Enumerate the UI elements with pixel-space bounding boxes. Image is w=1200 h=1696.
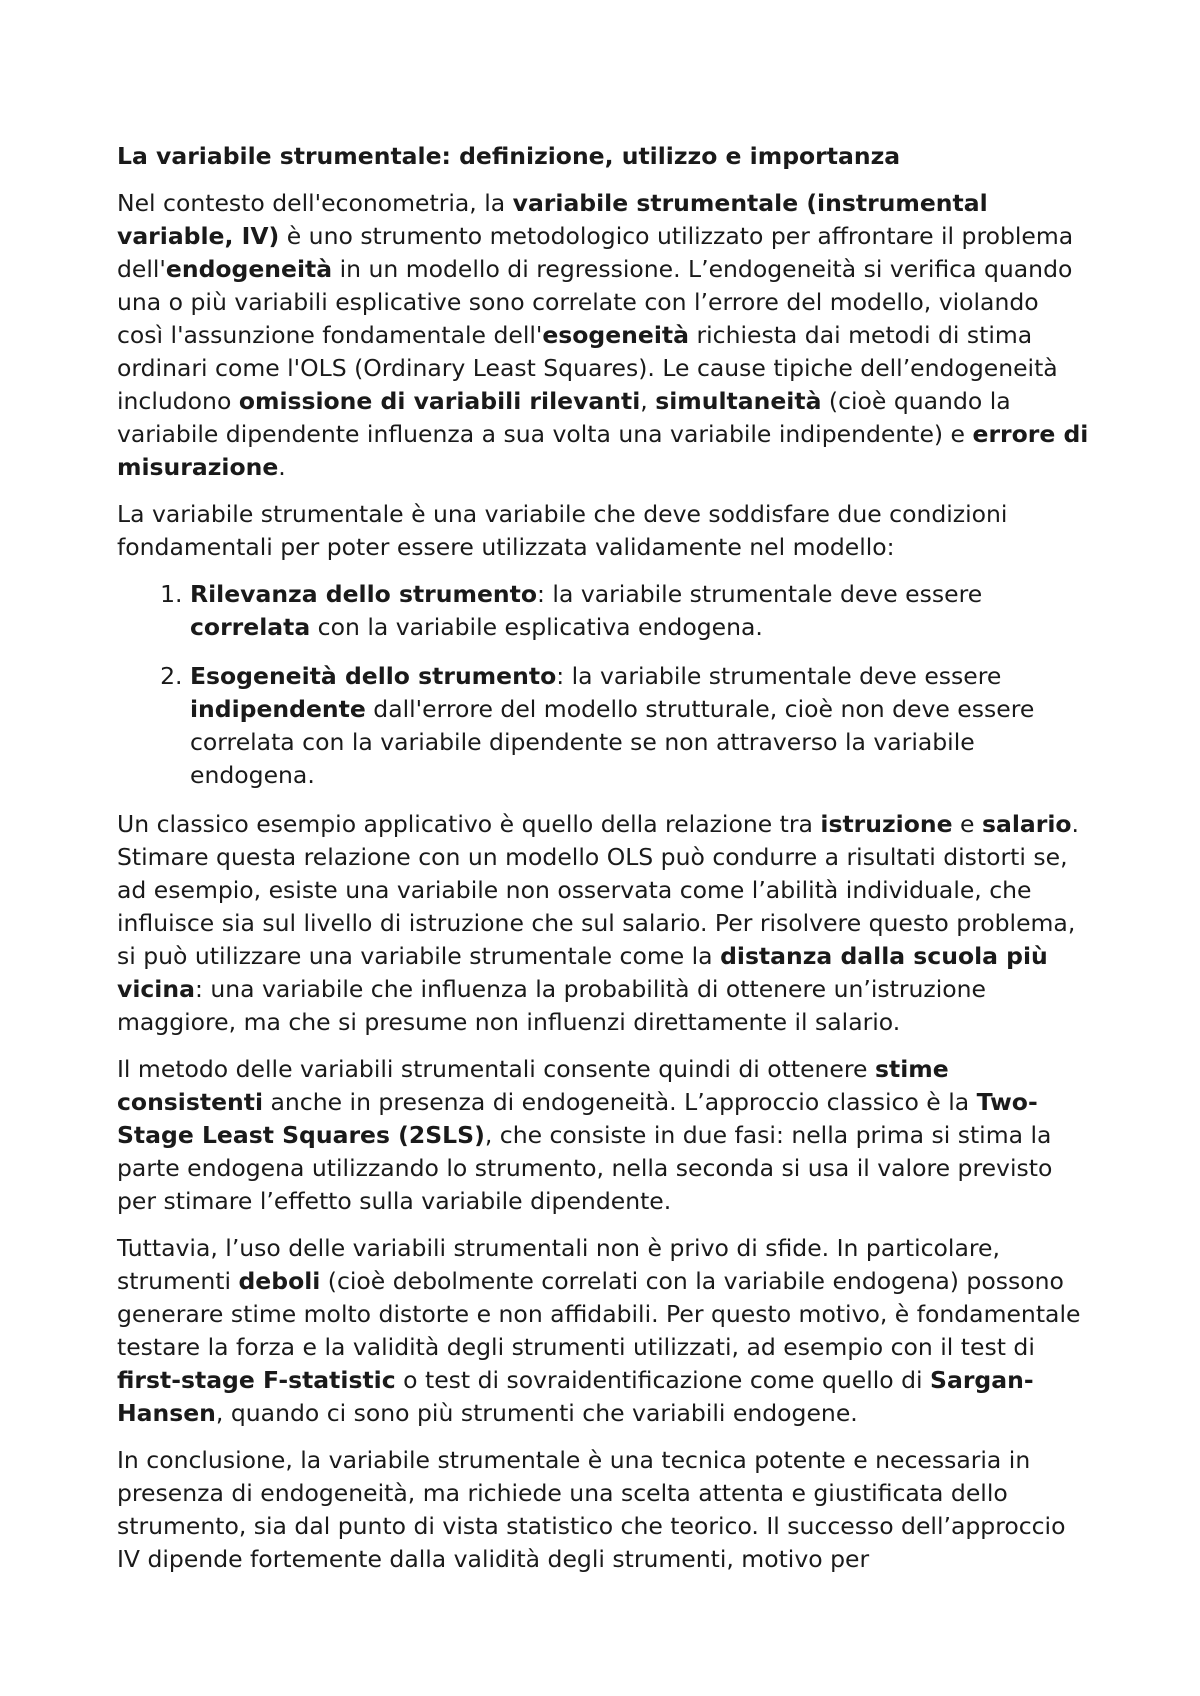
paragraph-method: Il metodo delle variabili strumentali consente quindi di ottenere stime consistenti anche in presenza di endogeneità. L’approccio classico è la Two-Stage Least Squares (2SLS), che consiste in due fasi: nella prima si stima la parte endogena utilizzando lo strumento, nella seconda si usa il valore previsto per stimare l’effetto sulla variabile dipendente. <box>117 1055 1053 1215</box>
term-endogeneity: endogeneità <box>165 255 333 283</box>
conditions-list <box>117 578 1092 792</box>
term-exogeneity: esogeneità <box>542 321 689 349</box>
paragraph-example: Un classico esempio applicativo è quello della relazione tra istruzione e salario. Stimare questa relazione con un modello OLS può condurre a risultati distorti se, ad esempio, esiste una variabile non osservata come l’abilità individuale, che influisce sia sul livello di istruzione che sul salario. Per risolvere questo problema, si può utilizzare una variabile strumentale come la distanza dalla scuola più vicina: una variabile che influenza la probabilità di ottenere un’istruzione maggiore, ma che si presume non influenzi direttamente il salario. <box>117 810 1080 1036</box>
term-omitted-variables: omissione di variabili rilevanti <box>238 387 641 415</box>
term-simultaneity: simultaneità <box>655 387 822 415</box>
term-measurement-error: errore di misurazione <box>117 420 1089 481</box>
term-instrumental-variable: variabile strumentale (instrumental variable, IV) <box>117 189 988 250</box>
document-body <box>117 140 1092 1590</box>
paragraph-challenges: Tuttavia, l’uso delle variabili strumentali non è privo di sfide. In particolare, strumenti deboli (cioè debolmente correlati con la variabile endogena) possono generare stime molto distorte e non affidabili. Per questo motivo, è fondamentale testare la forza e la validità degli strumenti utilizzati, ad esempio con il test di first-stage F-statistic o test di sovraidentificazione come quello di Sargan-Hansen, quando ci sono più strumenti che variabili endogene. <box>117 1234 1081 1427</box>
paragraph-intro: Nel contesto dell'econometria, la variabile strumentale (instrumental variable, IV) è uno strumento metodologico utilizzato per affrontare il problema dell'endogeneità in un modello di regressione. L’endogeneità si verifica quando una o più variabili esplicative sono correlate con l’errore del modello, violando così l'assunzione fondamentale dell'esogeneità richiesta dai metodi di stima ordinari come l'OLS (Ordinary Least Squares). Le cause tipiche dell’endogeneità includono omissione di variabili rilevanti, simultaneità (cioè quando la variabile dipendente influenza a sua volta una variabile indipendente) e errore di misurazione. <box>117 189 1089 481</box>
document-title: La variabile strumentale: definizione, utilizzo e importanza <box>117 142 901 170</box>
list-item-relevance: 1. Rilevanza dello strumento: la variabile strumentale deve essere correlata con la variabile esplicativa endogena. <box>190 578 1092 644</box>
paragraph-conditions-intro: La variabile strumentale è una variabile che deve soddisfare due condizioni fondamentali per poter essere utilizzata validamente nel modello: <box>117 500 1008 561</box>
list-item-exogeneity: 2. Esogeneità dello strumento: la variabile strumentale deve essere indipendente dall'errore del modello strutturale, cioè non deve essere correlata con la variabile dipendente se non attraverso la variabile endogena. <box>190 660 1092 792</box>
paragraph-conclusion: In conclusione, la variabile strumentale è una tecnica potente e necessaria in presenza di endogeneità, ma richiede una scelta attenta e giustificata dello strumento, sia dal punto di vista statistico che teorico. Il successo dell’approccio IV dipende fortemente dalla validità degli strumenti, motivo per <box>117 1446 1066 1573</box>
